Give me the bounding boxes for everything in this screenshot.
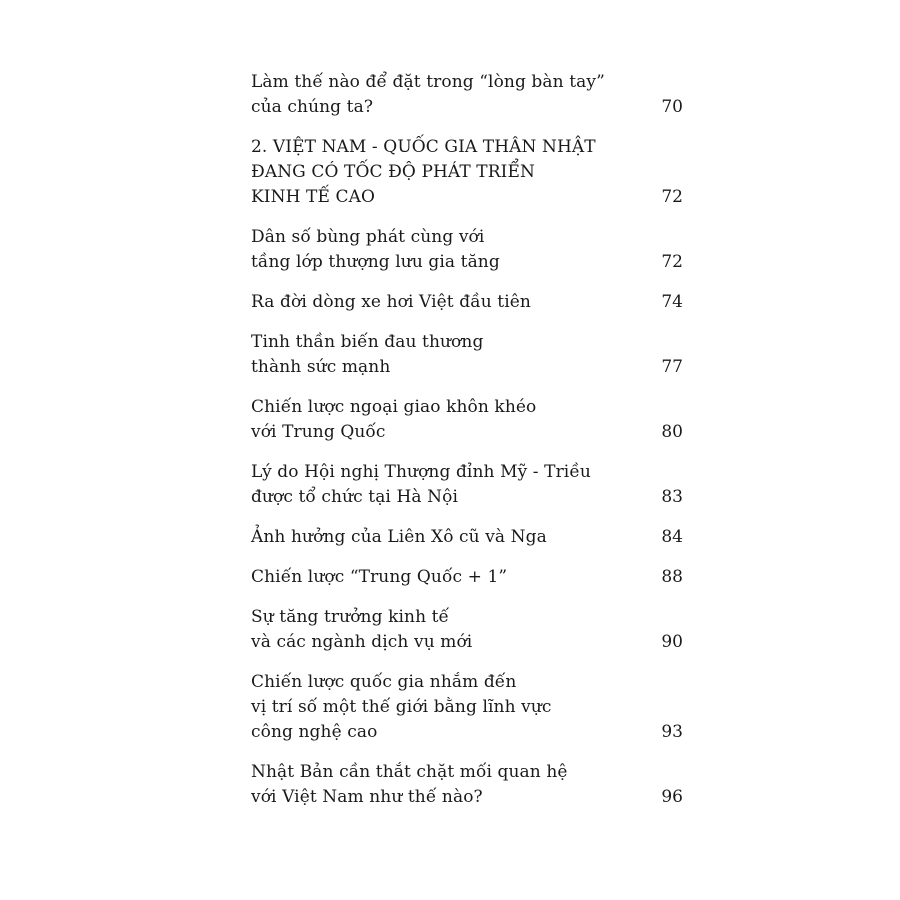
toc-entry-page: 90 <box>661 632 683 652</box>
toc-entry-title: Làm thế nào để đặt trong “lòng bàn tay” của chúng ta? <box>251 72 605 117</box>
toc-entry <box>251 605 685 655</box>
toc-entry-page: 83 <box>661 487 683 507</box>
toc-entry-title: Lý do Hội nghị Thượng đỉnh Mỹ - Triều được tổ chức tại Hà Nội <box>251 462 591 507</box>
toc-entry <box>251 225 685 275</box>
toc-entry <box>251 565 685 590</box>
toc-entry <box>251 330 685 380</box>
toc-entry-title: Ra đời dòng xe hơi Việt đầu tiên <box>251 292 531 312</box>
toc-entry-title: Chiến lược “Trung Quốc + 1” <box>251 567 508 587</box>
toc-entry-page: 72 <box>661 187 683 207</box>
toc-entry-page: 84 <box>661 527 683 547</box>
toc-entry-page: 93 <box>661 722 683 742</box>
toc-entry-page: 88 <box>661 567 683 587</box>
toc-entry-title: Tinh thần biến đau thương thành sức mạnh <box>251 332 484 377</box>
toc-entry-title: Ảnh hưởng của Liên Xô cũ và Nga <box>251 527 547 547</box>
toc-entry <box>251 70 685 120</box>
toc-entry-title: 2. VIỆT NAM - QUỐC GIA THÂN NHẬT ĐANG CÓ TỐC ĐỘ PHÁT TRIỂN KINH TẾ CAO <box>251 137 596 207</box>
toc-entry <box>251 760 685 810</box>
toc-entry-title: Dân số bùng phát cùng với tầng lớp thượng lưu gia tăng <box>251 227 500 272</box>
toc-entry <box>251 290 685 315</box>
table-of-contents <box>251 70 685 810</box>
toc-entry-page: 72 <box>661 252 683 272</box>
toc-entry <box>251 395 685 445</box>
toc-entry-page: 74 <box>661 292 683 312</box>
toc-entry-title: Sự tăng trưởng kinh tế và các ngành dịch vụ mới <box>251 607 473 652</box>
toc-entry-page: 77 <box>661 357 683 377</box>
toc-entry-title: Nhật Bản cần thắt chặt mối quan hệ với Việt Nam như thế nào? <box>251 762 568 807</box>
toc-entry-title: Chiến lược quốc gia nhắm đến vị trí số một thế giới bằng lĩnh vực công nghệ cao <box>251 672 552 742</box>
toc-entry <box>251 460 685 510</box>
toc-entry <box>251 135 685 210</box>
toc-entry-page: 80 <box>661 422 683 442</box>
toc-entry-title: Chiến lược ngoại giao khôn khéo với Trung Quốc <box>251 397 537 442</box>
toc-entry <box>251 525 685 550</box>
toc-entry-page: 96 <box>661 787 683 807</box>
toc-entry-page: 70 <box>661 97 683 117</box>
toc-entry <box>251 670 685 745</box>
